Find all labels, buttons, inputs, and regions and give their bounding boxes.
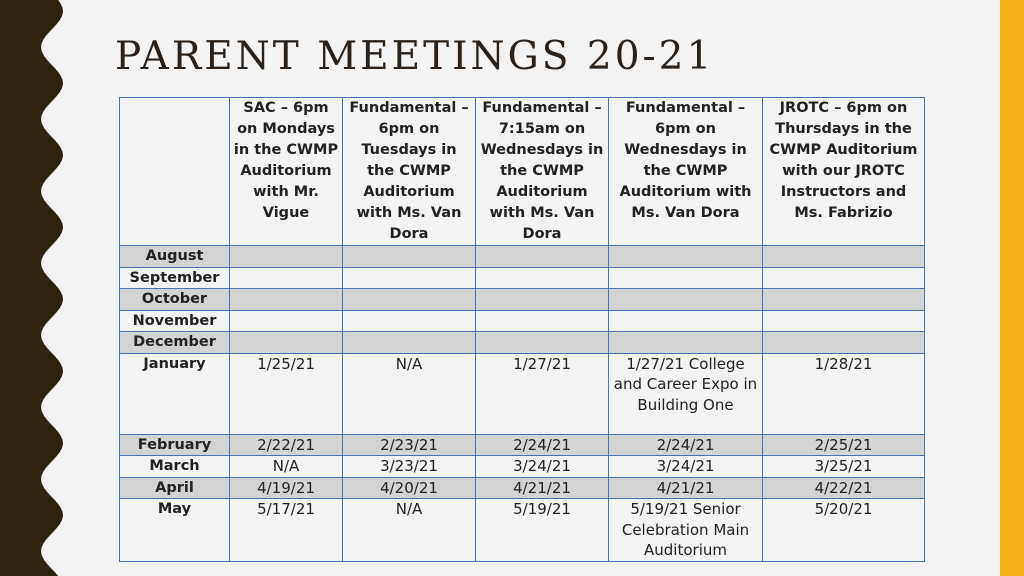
page-title: PARENT MEETINGS 20-21 (115, 34, 715, 79)
table-cell (476, 267, 609, 289)
header-cell-empty (120, 98, 230, 246)
table-cell (763, 310, 925, 332)
table-cell: N/A (343, 353, 476, 434)
table-cell: 2/23/21 (343, 434, 476, 456)
table-row (120, 499, 925, 562)
table-cell: 4/20/21 (343, 477, 476, 499)
table-cell (476, 332, 609, 354)
header-cell-jrotc: JROTC – 6pm on Thursdays in the CWMP Auditorium with our JROTC Instructors and Ms. Fabrizio (763, 98, 925, 246)
table-cell (476, 310, 609, 332)
header-cell-sac: SAC – 6pm on Mondays in the CWMP Auditorium with Mr. Vigue (230, 98, 343, 246)
table-cell: 3/23/21 (343, 456, 476, 478)
wave-shape (0, 0, 63, 576)
table-cell: 2/22/21 (230, 434, 343, 456)
month-cell: February (120, 434, 230, 456)
header-cell-fundamental-tuesday: Fundamental – 6pm on Tuesdays in the CWMP Auditorium with Ms. Van Dora (343, 98, 476, 246)
month-cell: December (120, 332, 230, 354)
table-cell: 1/27/21 (476, 353, 609, 434)
month-cell: August (120, 246, 230, 268)
header-cell-fundamental-wednesday-pm: Fundamental – 6pm on Wednesdays in the CWMP Auditorium with Ms. Van Dora (609, 98, 763, 246)
table-cell: 2/24/21 (609, 434, 763, 456)
month-cell: March (120, 456, 230, 478)
table-cell: 1/28/21 (763, 353, 925, 434)
table-row (120, 332, 925, 354)
table-cell (763, 267, 925, 289)
month-cell: September (120, 267, 230, 289)
table-cell (343, 246, 476, 268)
table-cell (476, 289, 609, 311)
table-cell (609, 246, 763, 268)
table-cell: 2/25/21 (763, 434, 925, 456)
table-cell: 5/19/21 (476, 499, 609, 562)
table-cell: 4/19/21 (230, 477, 343, 499)
table-cell (230, 246, 343, 268)
month-cell: April (120, 477, 230, 499)
table-cell: N/A (230, 456, 343, 478)
table-cell (763, 289, 925, 311)
table-cell (609, 332, 763, 354)
table-cell: 4/22/21 (763, 477, 925, 499)
table-cell: 2/24/21 (476, 434, 609, 456)
table-cell (763, 332, 925, 354)
table-cell (230, 267, 343, 289)
table-cell (763, 246, 925, 268)
table-row (120, 267, 925, 289)
table-row (120, 246, 925, 268)
table-cell (609, 310, 763, 332)
meetings-table-container (119, 97, 924, 562)
table-cell: 4/21/21 (476, 477, 609, 499)
table-cell (230, 310, 343, 332)
table-cell: 5/19/21 Senior Celebration Main Auditorium (609, 499, 763, 562)
table-row (120, 310, 925, 332)
table-row (120, 456, 925, 478)
table-row (120, 289, 925, 311)
table-cell: 3/25/21 (763, 456, 925, 478)
table-cell (230, 289, 343, 311)
month-cell: October (120, 289, 230, 311)
table-cell (609, 267, 763, 289)
table-cell: N/A (343, 499, 476, 562)
table-cell (343, 289, 476, 311)
table-row (120, 353, 925, 434)
table-cell: 3/24/21 (476, 456, 609, 478)
accent-bar (1000, 0, 1024, 576)
meetings-table (119, 97, 925, 562)
table-cell (230, 332, 343, 354)
decorative-wave-border (0, 0, 80, 576)
table-cell (343, 267, 476, 289)
month-cell: January (120, 353, 230, 434)
table-cell (343, 310, 476, 332)
month-cell: May (120, 499, 230, 562)
table-cell: 3/24/21 (609, 456, 763, 478)
table-cell: 1/27/21 College and Career Expo in Building One (609, 353, 763, 434)
month-cell: November (120, 310, 230, 332)
header-row (120, 98, 925, 246)
table-cell: 5/20/21 (763, 499, 925, 562)
table-cell (343, 332, 476, 354)
table-cell (476, 246, 609, 268)
table-cell: 1/25/21 (230, 353, 343, 434)
table-cell (609, 289, 763, 311)
header-cell-fundamental-wednesday-am: Fundamental – 7:15am on Wednesdays in the CWMP Auditorium with Ms. Van Dora (476, 98, 609, 246)
table-row (120, 434, 925, 456)
table-cell: 5/17/21 (230, 499, 343, 562)
table-cell: 4/21/21 (609, 477, 763, 499)
table-row (120, 477, 925, 499)
